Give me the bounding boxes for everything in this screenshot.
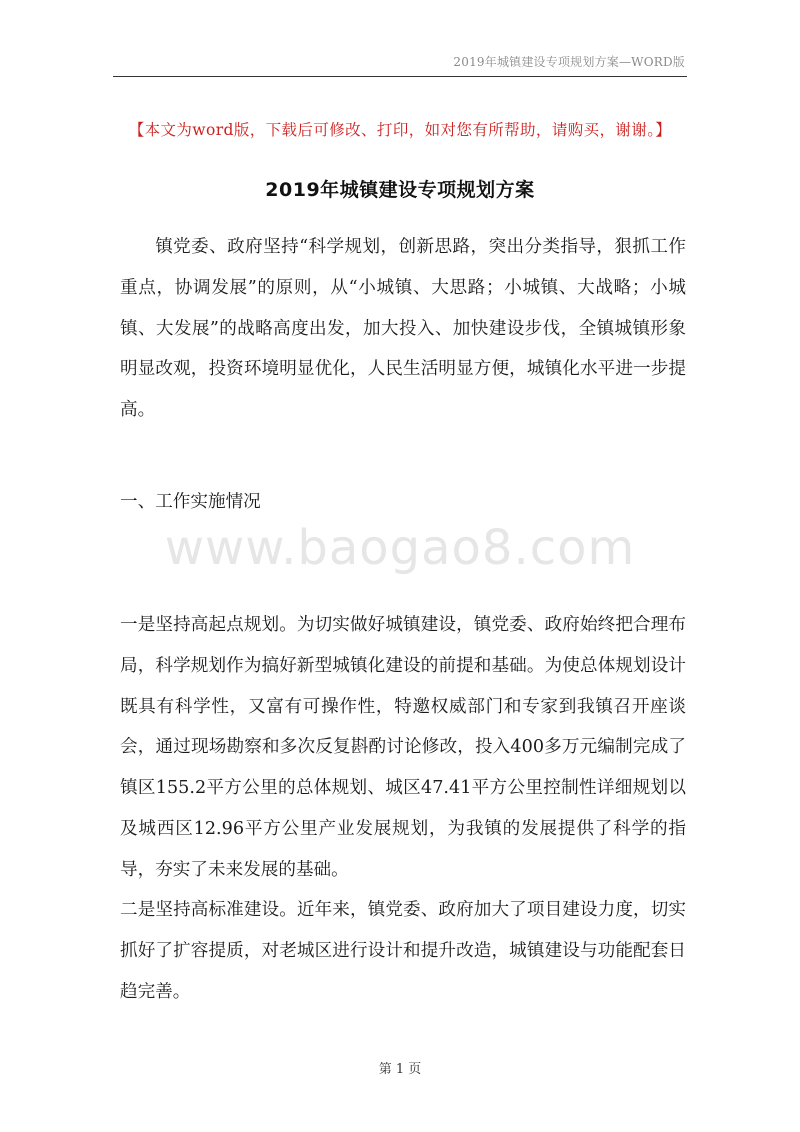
intro-paragraph: 镇党委、政府坚持“科学规划，创新思路，突出分类指导，狠抓工作重点，协调发展”的原则，从“小城镇、大思路；小城镇、大战略；小城镇、大发展”的战略高度出发，加大投入、加快建设步伐，全镇城镇形象明显改观，投资环境明显优化，人民生活明显方便，城镇化水平进一步提高。 [120, 237, 686, 421]
page-number: 第 1 页 [378, 1062, 422, 1077]
section-paragraph-1: 一是坚持高起点规划。为切实做好城镇建设，镇党委、政府始终把合理布局，科学规划作为搞好新型城镇化建设的前提和基础。为使总体规划设计既具有科学性，又富有可操作性，特邀权威部门和专家到我镇召开座谈会，通过现场勘察和多次反复斟酌讨论修改，投入400多万元编制完成了镇区155.2平方公里的总体规划、城区47.41平方公里控制性详细规划以及城西区12.96平方公里产业发展规划，为我镇的发展提供了科学的指导，夯实了未来发展的基础。 [120, 615, 686, 880]
purchase-notice: 【本文为word版，下载后可修改、打印，如对您有所帮助，请购买，谢谢。】 [128, 121, 672, 139]
section-paragraph-2: 二是坚持高标准建设。近年来，镇党委、政府加大了项目建设力度，切实抓好了扩容提质，对老城区进行设计和提升改造，城镇建设与功能配套日趋完善。 [120, 900, 686, 1002]
header-divider [113, 76, 687, 77]
document-title: 2019年城镇建设专项规划方案 [265, 179, 535, 201]
watermark-text: www.baogao8.com [164, 520, 636, 576]
running-header: 2019年城镇建设专项规划方案—WORD版 [453, 55, 685, 69]
section-heading: 一、工作实施情况 [120, 492, 261, 512]
